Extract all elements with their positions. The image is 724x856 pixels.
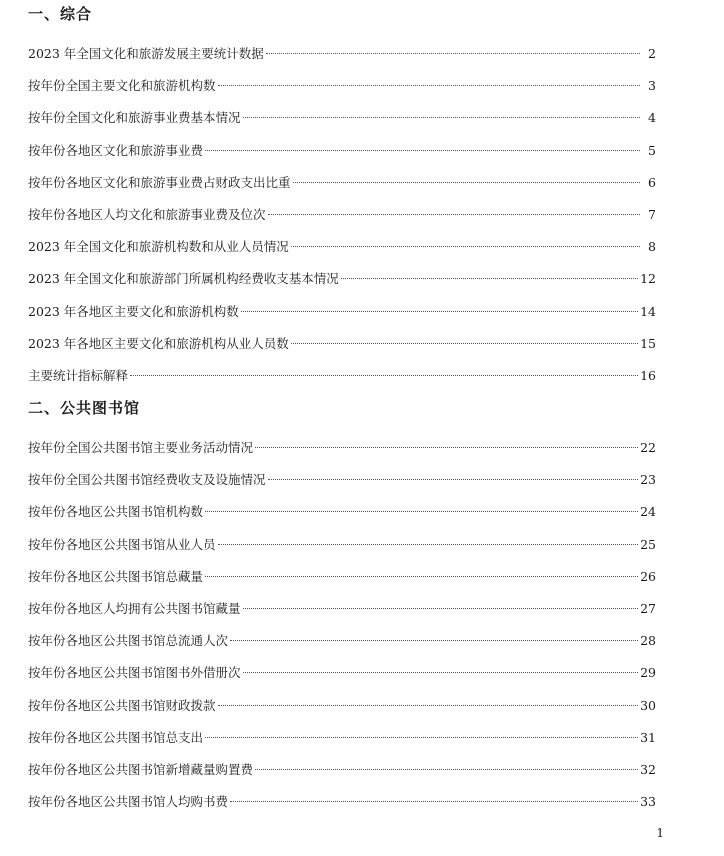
dot-leader [255, 447, 638, 448]
toc-entry[interactable] [28, 328, 656, 360]
toc-entry[interactable] [28, 135, 656, 167]
dot-leader [218, 705, 639, 706]
toc-entry-page: 32 [640, 761, 656, 777]
toc-entry-title: 按年份全国主要文化和旅游机构数 [28, 78, 216, 94]
toc-entry[interactable] [28, 722, 656, 754]
toc-entry[interactable] [28, 296, 656, 328]
dot-leader [230, 640, 638, 641]
toc-section-general [28, 4, 656, 392]
toc-entry-page: 23 [640, 472, 656, 488]
toc-entry[interactable] [28, 360, 656, 392]
dot-leader [291, 246, 640, 247]
toc-entry-page: 7 [648, 206, 656, 222]
toc-entry[interactable] [28, 167, 656, 199]
toc-entry-page: 15 [640, 335, 656, 351]
toc-entry-title: 2023 年各地区主要文化和旅游机构从业人员数 [28, 335, 289, 351]
toc-entry-page: 26 [640, 568, 656, 584]
toc-entry-page: 31 [640, 729, 656, 745]
toc-list [28, 432, 656, 818]
toc-entry-page: 2 [648, 46, 656, 61]
toc-entry[interactable] [28, 231, 656, 263]
toc-entry-title: 按年份全国文化和旅游事业费基本情况 [28, 110, 241, 126]
page-number: 1 [656, 826, 664, 840]
toc-entry-title: 2023 年全国文化和旅游发展主要统计数据 [28, 46, 264, 61]
toc-entry-title: 按年份各地区公共图书馆图书外借册次 [28, 665, 241, 681]
toc-entry[interactable] [28, 657, 656, 689]
dot-leader [255, 769, 638, 770]
dot-leader [266, 53, 640, 54]
toc-entry[interactable] [28, 38, 656, 70]
toc-entry-page: 14 [640, 303, 656, 319]
toc-entry[interactable] [28, 786, 656, 818]
toc-entry-page: 24 [640, 504, 656, 520]
toc-entry-title: 按年份各地区人均拥有公共图书馆藏量 [28, 600, 241, 616]
toc-entry-title: 2023 年各地区主要文化和旅游机构数 [28, 303, 239, 319]
toc-entry[interactable] [28, 199, 656, 231]
toc-entry-title: 按年份各地区公共图书馆新增藏量购置费 [28, 761, 254, 777]
toc-entry-title: 按年份各地区公共图书馆机构数 [28, 504, 204, 520]
toc-entry[interactable] [28, 529, 656, 561]
toc-entry-page: 5 [648, 142, 656, 158]
section-heading: 一、综合 [28, 5, 93, 23]
toc-entry-page: 22 [640, 440, 656, 455]
dot-leader [268, 214, 640, 215]
dot-leader [243, 672, 639, 673]
toc-entry-title: 主要统计指标解释 [28, 367, 129, 383]
toc-entry-page: 6 [648, 174, 656, 190]
toc-entry-title: 按年份各地区人均文化和旅游事业费及位次 [28, 206, 266, 222]
dot-leader [205, 511, 638, 512]
toc-entry[interactable] [28, 561, 656, 593]
toc-entry-title: 按年份各地区公共图书馆总流通人次 [28, 633, 229, 649]
toc-section-public-library [28, 398, 656, 818]
dot-leader [291, 343, 638, 344]
toc-entry-page: 3 [648, 78, 656, 94]
dot-leader [130, 375, 638, 376]
toc-entry[interactable] [28, 464, 656, 496]
toc-entry[interactable] [28, 690, 656, 722]
toc-entry[interactable] [28, 102, 656, 134]
toc-entry-page: 30 [640, 697, 656, 713]
toc-entry-title: 按年份全国公共图书馆主要业务活动情况 [28, 440, 254, 455]
toc-entry-title: 按年份各地区文化和旅游事业费 [28, 142, 204, 158]
dot-leader [230, 801, 638, 802]
toc-entry-title: 按年份各地区公共图书馆从业人员 [28, 536, 216, 552]
dot-leader [293, 182, 640, 183]
toc-entry[interactable] [28, 432, 656, 464]
dot-leader [341, 278, 638, 279]
toc-entry-title: 按年份各地区公共图书馆人均购书费 [28, 794, 229, 810]
toc-entry[interactable] [28, 70, 656, 102]
toc-entry-title: 按年份各地区公共图书馆总藏量 [28, 568, 204, 584]
toc-entry[interactable] [28, 263, 656, 295]
dot-leader [205, 150, 640, 151]
dot-leader [241, 311, 638, 312]
toc-entry-page: 28 [640, 633, 656, 649]
dot-leader [243, 117, 640, 118]
toc-entry-page: 12 [640, 271, 656, 287]
toc-entry-page: 33 [640, 794, 656, 810]
toc-entry-page: 16 [640, 367, 656, 383]
toc-entry-page: 25 [640, 536, 656, 552]
toc-entry[interactable] [28, 754, 656, 786]
toc-list [28, 38, 656, 392]
toc-entry-page: 29 [640, 665, 656, 681]
toc-entry-title: 按年份全国公共图书馆经费收支及设施情况 [28, 472, 266, 488]
dot-leader [268, 479, 639, 480]
section-heading: 二、公共图书馆 [28, 399, 141, 417]
dot-leader [205, 576, 638, 577]
toc-entry-title: 按年份各地区文化和旅游事业费占财政支出比重 [28, 174, 291, 190]
dot-leader [205, 737, 638, 738]
dot-leader [218, 85, 640, 86]
toc-entry-title: 按年份各地区公共图书馆财政拨款 [28, 697, 216, 713]
dot-leader [218, 544, 639, 545]
toc-entry-page: 27 [640, 600, 656, 616]
toc-entry[interactable] [28, 593, 656, 625]
toc-entry-title: 按年份各地区公共图书馆总支出 [28, 729, 204, 745]
toc-entry-page: 8 [648, 239, 656, 255]
toc-entry-page: 4 [648, 110, 656, 126]
toc-entry-title: 2023 年全国文化和旅游部门所属机构经费收支基本情况 [28, 271, 339, 287]
dot-leader [243, 608, 639, 609]
toc-entry[interactable] [28, 496, 656, 528]
toc-entry[interactable] [28, 625, 656, 657]
toc-entry-title: 2023 年全国文化和旅游机构数和从业人员情况 [28, 239, 289, 255]
